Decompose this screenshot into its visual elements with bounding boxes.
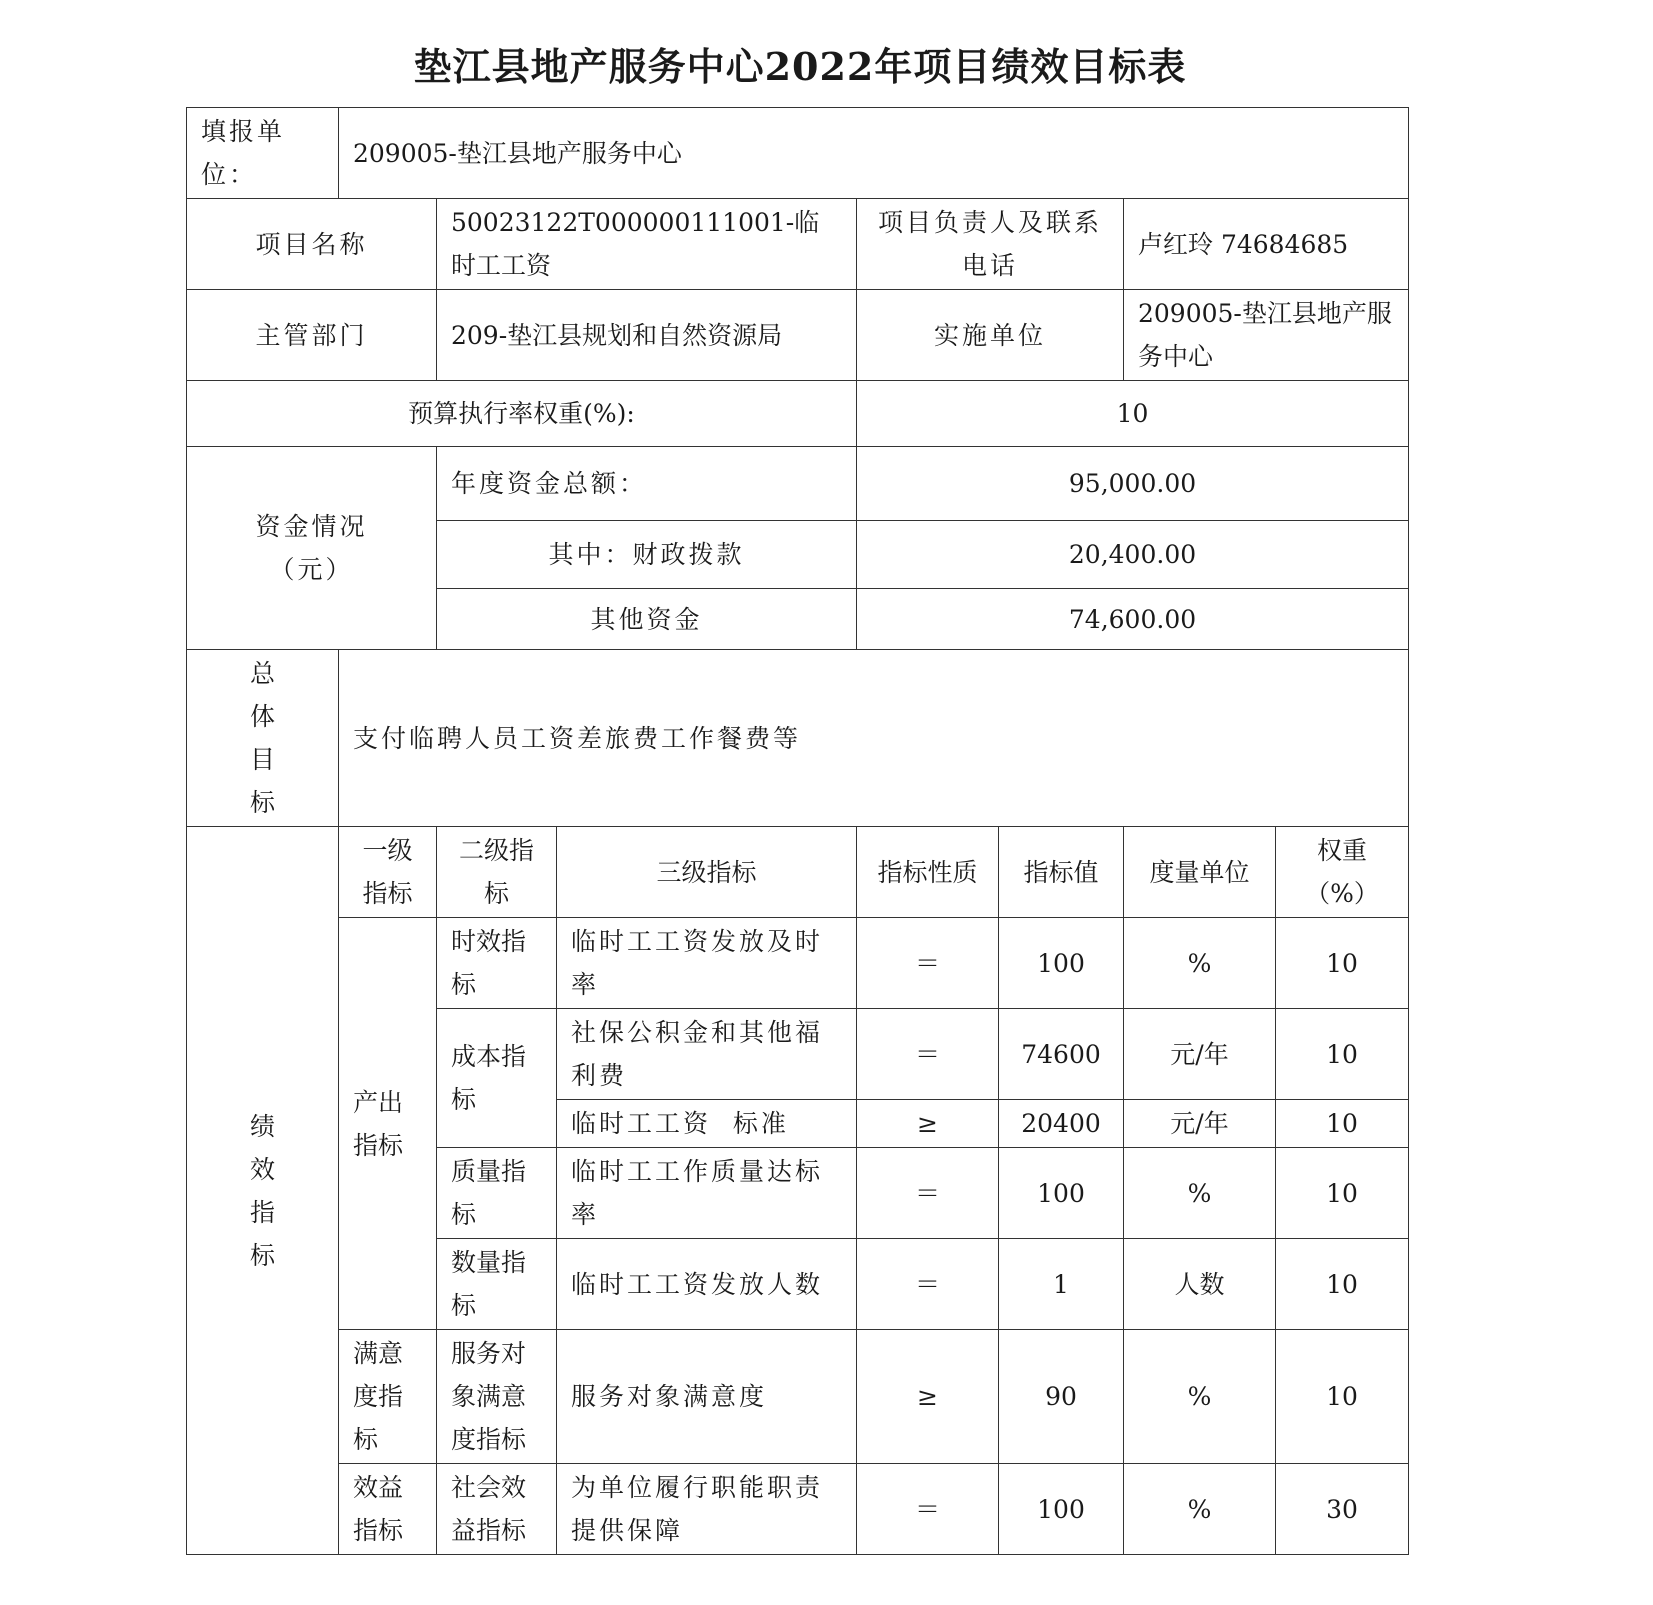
dept-row [187,290,1409,381]
value-cell: 100 [999,1148,1124,1239]
value-cell: 90 [999,1330,1124,1464]
unit-cell: % [1124,918,1276,1009]
impl-value: 209005-垫江县地产服务中心 [1124,290,1409,381]
unit-cell: 人数 [1124,1239,1276,1330]
level3-indicator: 服务对象满意度 [557,1330,857,1464]
value-cell: 20400 [999,1100,1124,1148]
level2-quantity: 数量指标 [437,1239,557,1330]
nature-cell: ＝ [857,918,999,1009]
header-level2: 二级指标 [437,827,557,918]
weight-cell: 10 [1276,1100,1409,1148]
weight-cell: 10 [1276,1148,1409,1239]
level3-indicator: 临时工工资发放人数 [557,1239,857,1330]
level2-satisfaction: 服务对象满意度指标 [437,1330,557,1464]
unit-cell: % [1124,1330,1276,1464]
funds-other-value: 74,600.00 [857,589,1409,650]
level3-indicator: 社保公积金和其他福利费 [557,1009,857,1100]
nature-cell: ＝ [857,1239,999,1330]
funds-fiscal-label: 其中：财政拨款 [437,521,857,589]
nature-cell: ＝ [857,1464,999,1555]
level1-benefit: 效益指标 [339,1464,437,1555]
value-cell: 100 [999,1464,1124,1555]
unit-row [187,108,1409,199]
table-row [187,1464,1409,1555]
level3-indicator: 临时工工作质量达标率 [557,1148,857,1239]
contact-value: 卢红玲 74684685 [1124,199,1409,290]
goal-label: 总体目标 [187,650,339,827]
table-row [187,1330,1409,1464]
unit-cell: 元/年 [1124,1009,1276,1100]
nature-cell: ≥ [857,1330,999,1464]
header-nature: 指标性质 [857,827,999,918]
header-value: 指标值 [999,827,1124,918]
perf-label: 绩效指标 [187,827,339,1555]
funds-label: 资金情况（元） [187,447,437,650]
unit-cell: % [1124,1148,1276,1239]
goal-row [187,650,1409,827]
budget-row [187,381,1409,447]
level2-social-benefit: 社会效益指标 [437,1464,557,1555]
project-row [187,199,1409,290]
weight-cell: 30 [1276,1464,1409,1555]
level3-indicator: 临时工工资发放及时率 [557,918,857,1009]
level2-cost: 成本指标 [437,1009,557,1148]
dept-label: 主管部门 [187,290,437,381]
value-cell: 1 [999,1239,1124,1330]
project-name-label: 项目名称 [187,199,437,290]
budget-label: 预算执行率权重(%): [187,381,857,447]
goal-value: 支付临聘人员工资差旅费工作餐费等 [339,650,1409,827]
funds-total-row [187,447,1409,521]
level3-indicator: 为单位履行职能职责提供保障 [557,1464,857,1555]
impl-label: 实施单位 [857,290,1124,381]
unit-label: 填报单位： [187,108,339,199]
unit-cell: 元/年 [1124,1100,1276,1148]
weight-cell: 10 [1276,1009,1409,1100]
dept-value: 209-垫江县规划和自然资源局 [437,290,857,381]
level1-output: 产出指标 [339,918,437,1330]
funds-total-value: 95,000.00 [857,447,1409,521]
value-cell: 100 [999,918,1124,1009]
performance-target-table [186,107,1409,1555]
level3-indicator: 临时工工资 标准 [557,1100,857,1148]
header-unit: 度量单位 [1124,827,1276,918]
unit-cell: % [1124,1464,1276,1555]
funds-other-label: 其他资金 [437,589,857,650]
funds-total-label: 年度资金总额： [437,447,857,521]
funds-fiscal-value: 20,400.00 [857,521,1409,589]
contact-label: 项目负责人及联系电话 [857,199,1124,290]
perf-header-row [187,827,1409,918]
nature-cell: ≥ [857,1100,999,1148]
level1-satisfaction: 满意度指标 [339,1330,437,1464]
weight-cell: 10 [1276,1239,1409,1330]
level2-timeliness: 时效指标 [437,918,557,1009]
table-row [187,918,1409,1009]
nature-cell: ＝ [857,1148,999,1239]
weight-cell: 10 [1276,1330,1409,1464]
page-title: 垫江县地产服务中心2022年项目绩效目标表 [413,44,1187,89]
weight-cell: 10 [1276,918,1409,1009]
header-level3: 三级指标 [557,827,857,918]
budget-value: 10 [857,381,1409,447]
header-level1: 一级指标 [339,827,437,918]
header-weight: 权重（%） [1276,827,1409,918]
nature-cell: ＝ [857,1009,999,1100]
value-cell: 74600 [999,1009,1124,1100]
unit-value: 209005-垫江县地产服务中心 [339,108,1409,199]
project-name-value: 50023122T000000111001-临时工工资 [437,199,857,290]
level2-quality: 质量指标 [437,1148,557,1239]
